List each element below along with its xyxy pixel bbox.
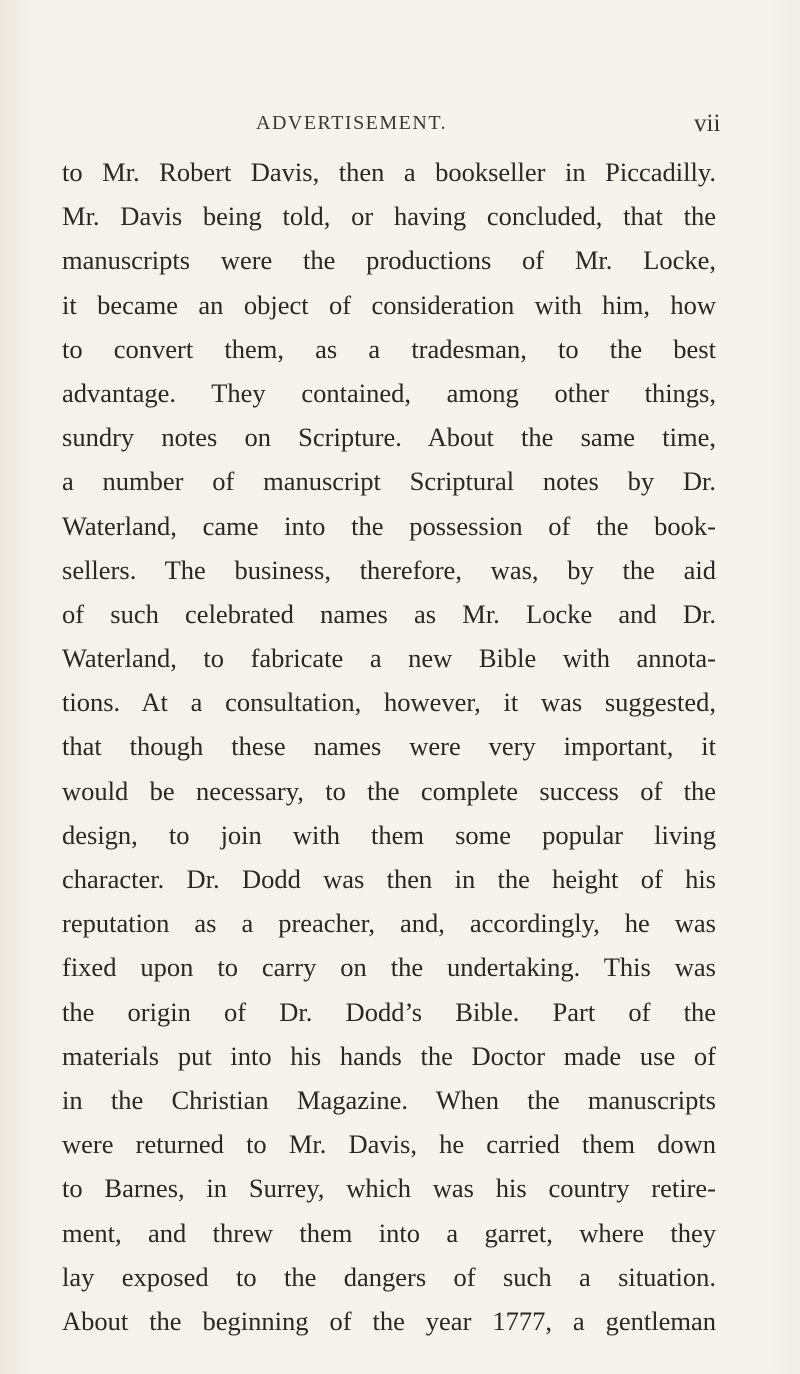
text-line: a number of manuscript Scriptural notes by Dr.: [62, 466, 716, 497]
text-line: reputation as a preacher, and, accordingly, he was: [62, 908, 716, 939]
text-line: to convert them, as a tradesman, to the best: [62, 333, 716, 364]
text-line: ment, and threw them into a garret, where they: [62, 1217, 716, 1248]
text-line: to Barnes, in Surrey, which was his country retire-: [62, 1173, 716, 1204]
text-line: character. Dr. Dodd was then in the height of his: [62, 864, 716, 894]
text-line: lay exposed to the dangers of such a situation.: [62, 1261, 716, 1292]
text-line: in the Christian Magazine. When the manuscripts: [62, 1084, 716, 1115]
page-number: vii: [694, 110, 721, 137]
text-line: tions. At a consultation, however, it was suggested,: [62, 687, 716, 718]
text-line: materials put into his hands the Doctor made use of: [62, 1040, 716, 1071]
text-line: it became an object of consideration with him, how: [62, 289, 716, 320]
text-line: that though these names were very important, it: [62, 731, 716, 762]
text-line: sellers. The business, therefore, was, by the aid: [62, 554, 716, 585]
text-line: design, to join with them some popular living: [62, 819, 716, 850]
text-line: would be necessary, to the complete success of the: [62, 775, 716, 806]
text-line: to Mr. Robert Davis, then a bookseller in Piccadilly.: [62, 157, 716, 187]
text-line: were returned to Mr. Davis, he carried them down: [62, 1129, 716, 1160]
text-line: Waterland, to fabricate a new Bible with annota-: [62, 643, 716, 674]
text-line: Mr. Davis being told, or having concluded, that the: [62, 201, 716, 232]
text-line: of such celebrated names as Mr. Locke and Dr.: [62, 598, 716, 629]
text-line: About the beginning of the year 1777, a gentleman: [62, 1305, 716, 1336]
text-line: manuscripts were the productions of Mr. Locke,: [62, 245, 716, 276]
running-head: ADVERTISEMENT.: [256, 112, 448, 134]
text-line: sundry notes on Scripture. About the same time,: [62, 422, 716, 453]
page-header: [0, 112, 800, 142]
text-line: fixed upon to carry on the undertaking. This was: [62, 952, 716, 983]
body-text: [62, 150, 716, 1343]
text-line: Waterland, came into the possession of the book-: [62, 510, 716, 541]
text-line: the origin of Dr. Dodd’s Bible. Part of the: [62, 996, 716, 1027]
text-line: advantage. They contained, among other things,: [62, 377, 716, 408]
